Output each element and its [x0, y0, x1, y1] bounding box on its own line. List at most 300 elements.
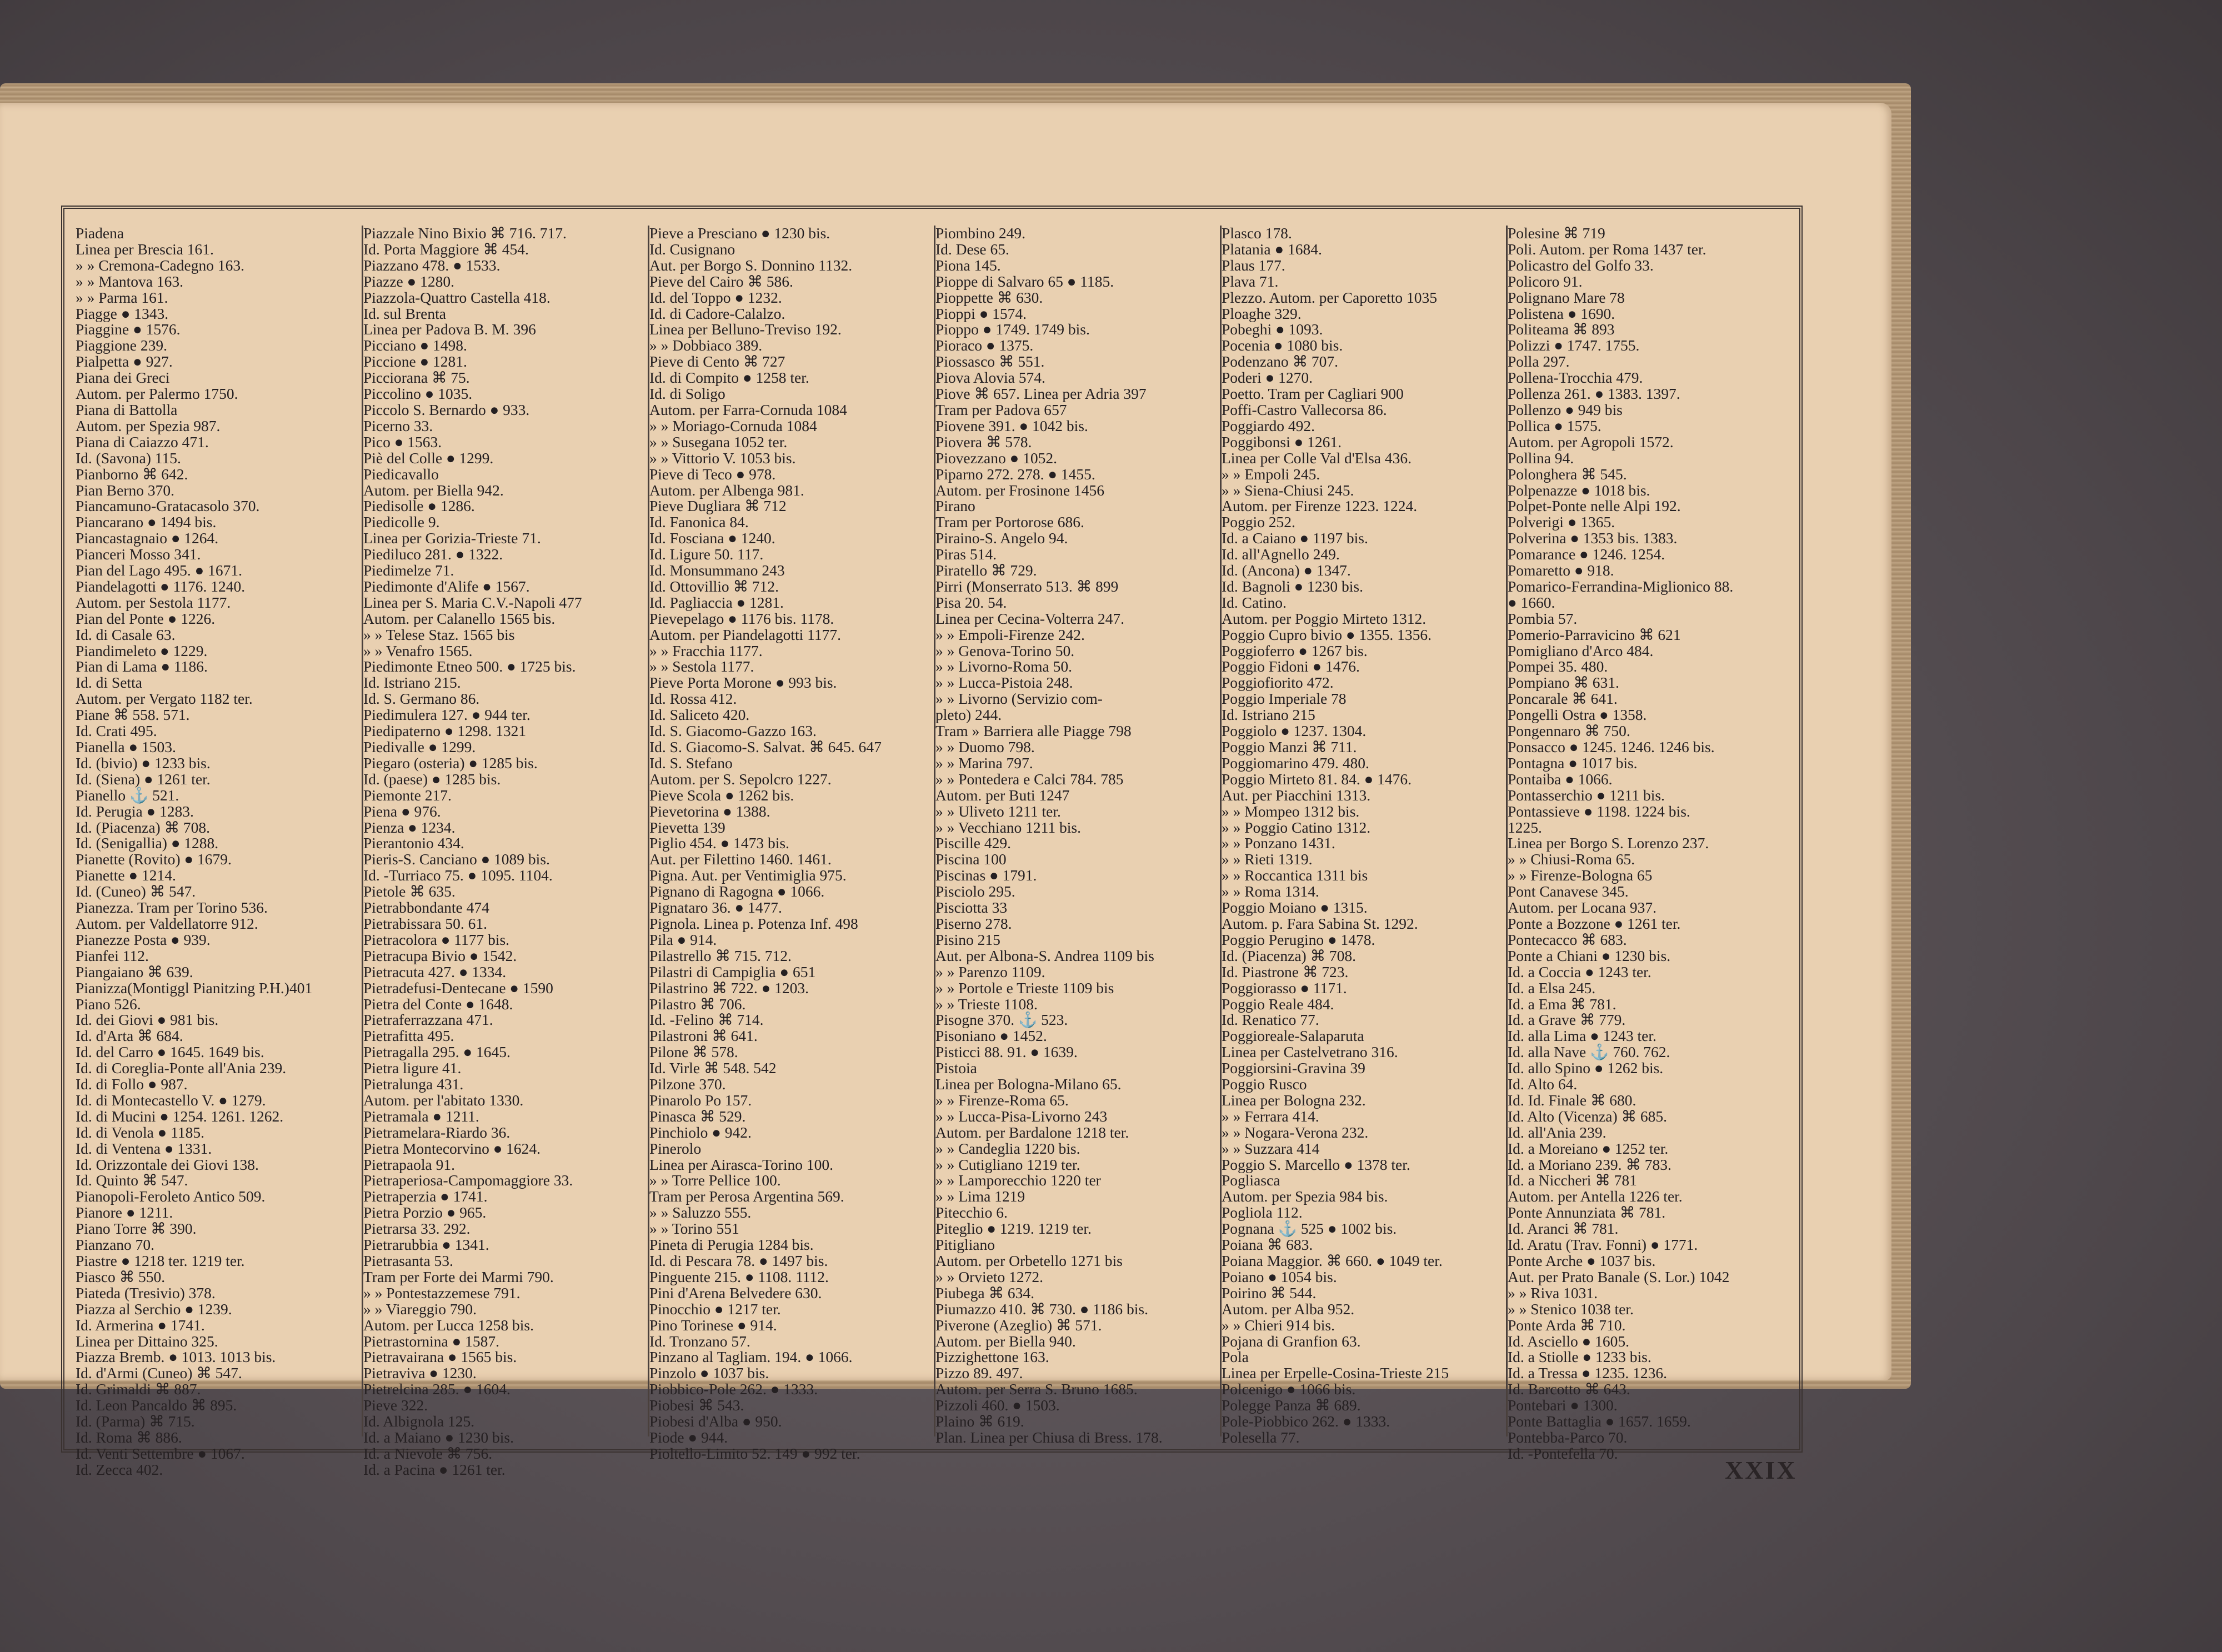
- index-entry: Pietradefusi-Dentecane ● 1590: [363, 979, 553, 997]
- index-entry: Tram » Barriera alle Piagge 798: [935, 722, 1132, 740]
- index-entry: » » Lima 1219: [935, 1188, 1025, 1205]
- index-entry: Pinasca ⌘ 529.: [649, 1107, 746, 1125]
- index-entry: Piscinas ● 1791.: [935, 867, 1037, 884]
- index-entry: Plaino ⌘ 619.: [935, 1413, 1024, 1430]
- index-entry: Pontecacco ⌘ 683.: [1508, 930, 1627, 948]
- index-entry: Id. di Venola ● 1185.: [76, 1123, 205, 1141]
- index-entry: Piovera ⌘ 578.: [935, 433, 1032, 450]
- index-entry: Platania ● 1684.: [1222, 240, 1322, 258]
- index-entry: Id. (Savona) 115.: [76, 449, 181, 467]
- index-entry: Pineta di Perugia 1284 bis.: [649, 1236, 814, 1254]
- index-entry: Poggiorasso ● 1171.: [1222, 979, 1347, 997]
- index-entry: Tram per Forte dei Marmi 790.: [363, 1268, 554, 1285]
- index-entry: Id. a Grave ⌘ 779.: [1508, 1011, 1626, 1029]
- index-entry: Pinzolo ● 1037 bis.: [649, 1364, 769, 1382]
- index-entry: Polesella 77.: [1222, 1428, 1300, 1446]
- index-entry: Pini d'Arena Belvedere 630.: [649, 1284, 822, 1301]
- index-entry: Id. (Ancona) ● 1347.: [1222, 562, 1351, 579]
- index-entry: Autom. per Calanello 1565 bis.: [363, 609, 556, 627]
- index-entry: Poggio Rusco: [1222, 1075, 1307, 1093]
- index-entry: Pieve Porta Morone ● 993 bis.: [649, 674, 837, 692]
- index-entry: » » Mompeo 1312 bis.: [1222, 802, 1360, 820]
- index-entry: Id. (paese) ● 1285 bis.: [363, 770, 501, 788]
- index-entry: Piedimulera 127. ● 944 ter.: [363, 706, 531, 724]
- index-entry: Piazzale Nino Bixio ⌘ 716. 717.: [363, 224, 567, 242]
- index-entry: Id. a Elsa 245.: [1508, 979, 1596, 997]
- index-entry: Piane ⌘ 558. 571.: [76, 706, 190, 724]
- index-entry: » » Dobbiaco 389.: [649, 337, 763, 354]
- index-entry: Piedimonte Etneo 500. ● 1725 bis.: [363, 658, 576, 675]
- index-entry: Pietrastornina ● 1587.: [363, 1332, 499, 1350]
- index-entry: Pianello ⚓ 521.: [76, 786, 179, 804]
- index-entry: Poggiolo ● 1237. 1304.: [1222, 722, 1367, 740]
- index-entry: Id. a Pacina ● 1261 ter.: [363, 1460, 506, 1478]
- index-entry: Piubega ⌘ 634.: [935, 1284, 1034, 1301]
- index-entry: Plava 71.: [1222, 272, 1279, 290]
- index-entry: Piana dei Greci: [76, 369, 170, 387]
- index-entry: Pietravairana ● 1565 bis.: [363, 1348, 517, 1366]
- index-entry: Pongennaro ⌘ 750.: [1508, 722, 1630, 740]
- index-entry: Id. Orizzontale dei Giovi 138.: [76, 1155, 259, 1173]
- index-entry: » » Cutigliano 1219 ter.: [935, 1155, 1080, 1173]
- index-entry: Ponte a Chiani ● 1230 bis.: [1508, 947, 1671, 964]
- index-entry: Id. Dese 65.: [935, 240, 1009, 258]
- index-entry: » » Genova-Torino 50.: [935, 642, 1075, 659]
- index-entry: Id. di Follo ● 987.: [76, 1075, 188, 1093]
- index-entry: » » Cremona-Cadegno 163.: [76, 256, 244, 274]
- index-entry: Id. di Ventena ● 1331.: [76, 1139, 212, 1157]
- index-entry: Id. Fosciana ● 1240.: [649, 529, 775, 547]
- index-entry: Pietrabissara 50. 61.: [363, 914, 488, 932]
- index-entry: Id. S. Germano 86.: [363, 690, 480, 708]
- index-entry: Pojana di Granfion 63.: [1222, 1332, 1361, 1350]
- index-entry: Polverigi ● 1365.: [1508, 513, 1615, 531]
- index-entry: Poggio Manzi ⌘ 711.: [1222, 738, 1357, 755]
- index-entry: » » Fracchia 1177.: [649, 642, 763, 659]
- index-entry: Pomaretto ● 918.: [1508, 562, 1614, 579]
- index-entry: » » Livorno (Servizio com-: [935, 690, 1103, 708]
- index-entry: Piscina 100: [935, 850, 1007, 868]
- index-entry: » » Viareggio 790.: [363, 1300, 477, 1318]
- index-entry: Pietrelcina 285. ● 1604.: [363, 1380, 511, 1398]
- index-entry: Id. di Mucini ● 1254. 1261. 1262.: [76, 1107, 284, 1125]
- index-entry: Piona 145.: [935, 256, 1001, 274]
- index-entry: Id. all'Ania 239.: [1508, 1123, 1607, 1141]
- index-entry: » » Nogara-Verona 232.: [1222, 1123, 1369, 1141]
- index-entry: Linea per Borgo S. Lorenzo 237.: [1508, 834, 1709, 852]
- index-entry: Id. Crati 495.: [76, 722, 157, 740]
- index-entry: Pignola. Linea p. Potenza Inf. 498: [649, 914, 858, 932]
- index-entry: Pilastrello ⌘ 715. 712.: [649, 947, 792, 964]
- index-entry: Piccolino ● 1035.: [363, 385, 473, 403]
- index-entry: Id. (Cuneo) ⌘ 547.: [76, 883, 196, 900]
- index-entry: Piobbico-Pole 262. ● 1333.: [649, 1380, 818, 1398]
- index-entry: Autom. per l'abitato 1330.: [363, 1091, 524, 1109]
- index-entry: Piedicolle 9.: [363, 513, 440, 531]
- index-entry: Pontebari ● 1300.: [1508, 1396, 1618, 1414]
- index-entry: » » Vittorio V. 1053 bis.: [649, 449, 796, 467]
- index-entry: Pollina 94.: [1508, 449, 1574, 467]
- index-entry: Id. Cusignano: [649, 240, 735, 258]
- index-entry: Pogliola 112.: [1222, 1204, 1303, 1222]
- index-entry: Pino Torinese ● 914.: [649, 1316, 777, 1334]
- index-entry: Pietra ligure 41.: [363, 1059, 462, 1077]
- index-entry: Pianella ● 1503.: [76, 738, 176, 755]
- index-entry: Id. del Toppo ● 1232.: [649, 288, 782, 306]
- index-entry: Id. Saliceto 420.: [649, 706, 750, 724]
- index-entry: Pomarance ● 1246. 1254.: [1508, 545, 1665, 563]
- index-entry: Pinzano al Tagliam. 194. ● 1066.: [649, 1348, 853, 1366]
- index-entry: Id. di Pescara 78. ● 1497 bis.: [649, 1252, 828, 1269]
- index-entry: Autom. per Buti 1247: [935, 786, 1070, 804]
- index-entry: Tram per Padova 657: [935, 401, 1067, 418]
- index-entry: Pietraperiosa-Campomaggiore 33.: [363, 1172, 573, 1189]
- index-entry: Pisogne 370. ⚓ 523.: [935, 1011, 1068, 1029]
- index-entry: Id. Leon Pancaldo ⌘ 895.: [76, 1396, 237, 1414]
- index-entry: Id. alla Nave ⚓ 760. 762.: [1508, 1043, 1670, 1061]
- index-entry: Aut. per Prato Banale (S. Lor.) 1042: [1508, 1268, 1730, 1285]
- index-entry: Id. a Niccheri ⌘ 781: [1508, 1172, 1637, 1189]
- index-entry: » » Pontestazzemese 791.: [363, 1284, 521, 1301]
- index-entry: Piedicavallo: [363, 465, 439, 483]
- index-entry: Poggio Imperiale 78: [1222, 690, 1347, 708]
- index-entry: Pilastri di Campiglia ● 651: [649, 963, 816, 980]
- index-entry: Pitigliano: [935, 1236, 995, 1254]
- index-entry: Pianore ● 1211.: [76, 1204, 173, 1222]
- index-entry: Poggio Perugino ● 1478.: [1222, 930, 1375, 948]
- index-entry: Pinguente 215. ● 1108. 1112.: [649, 1268, 829, 1285]
- index-entry: » » Firenze-Roma 65.: [935, 1091, 1069, 1109]
- index-entry: Pisticci 88. 91. ● 1639.: [935, 1043, 1078, 1061]
- index-entry: Polpenazze ● 1018 bis.: [1508, 481, 1650, 499]
- index-entry: » » Trieste 1108.: [935, 995, 1038, 1013]
- index-entry: Autom. per Albenga 981.: [649, 481, 804, 499]
- index-entry: Piverone (Azeglio) ⌘ 571.: [935, 1316, 1102, 1334]
- index-entry: Aut. per Filettino 1460. 1461.: [649, 850, 832, 868]
- index-entry: Linea per Airasca-Torino 100.: [649, 1155, 834, 1173]
- index-entry: Poggio Cupro bivio ● 1355. 1356.: [1222, 625, 1432, 643]
- index-entry: Id. Venti Settembre ● 1067.: [76, 1444, 245, 1462]
- index-entry: Id. Id. Finale ⌘ 680.: [1508, 1091, 1637, 1109]
- index-entry: Id. a Nievole ⌘ 756.: [363, 1444, 493, 1462]
- index-entry: Id. di Casale 63.: [76, 625, 176, 643]
- index-entry: Piras 514.: [935, 545, 997, 563]
- index-entry: Plan. Linea per Chiusa di Bress. 178.: [935, 1428, 1163, 1446]
- index-entry: Pisoniano ● 1452.: [935, 1027, 1047, 1045]
- index-entry: Pizzighettone 163.: [935, 1348, 1049, 1366]
- index-entry: Id. Piastrone ⌘ 723.: [1222, 963, 1349, 980]
- index-entry: ● 1660.: [1508, 593, 1555, 611]
- index-entry: » » Lucca-Pisa-Livorno 243: [935, 1107, 1108, 1125]
- index-entry: Piscille 429.: [935, 834, 1011, 852]
- index-column-4: [934, 224, 1219, 1446]
- index-entry: Id. alla Lima ● 1243 ter.: [1508, 1027, 1657, 1045]
- index-entry: » » Moriago-Cornuda 1084: [649, 417, 817, 434]
- index-entry: Poffi-Castro Vallecorsa 86.: [1222, 401, 1387, 418]
- index-entry: Piglio 454. ● 1473 bis.: [649, 834, 789, 852]
- index-entry: Pienza ● 1234.: [363, 818, 456, 836]
- index-entry: Autom. per Piandelagotti 1177.: [649, 625, 841, 643]
- index-entry: Poiana Maggior. ⌘ 660. ● 1049 ter.: [1222, 1252, 1443, 1269]
- index-entry: » » Telese Staz. 1565 bis: [363, 625, 515, 643]
- index-entry: Aut. per Piacchini 1313.: [1222, 786, 1371, 804]
- index-entry: Pogliasca: [1222, 1172, 1280, 1189]
- index-entry: Poggibonsi ● 1261.: [1222, 433, 1342, 450]
- index-entry: Pomigliano d'Arco 484.: [1508, 642, 1654, 659]
- index-entry: Piedipaterno ● 1298. 1321: [363, 722, 527, 740]
- index-entry: Pietragalla 295. ● 1645.: [363, 1043, 511, 1061]
- index-entry: Piancastagnaio ● 1264.: [76, 529, 219, 547]
- index-entry: Poiana ⌘ 683.: [1222, 1236, 1313, 1254]
- index-entry: Pietraperzia ● 1741.: [363, 1188, 488, 1205]
- index-entry: Pianezza. Tram per Torino 536.: [76, 899, 268, 917]
- index-entry: Autom. per Biella 942.: [363, 481, 504, 499]
- index-entry: Pisino 215: [935, 930, 1000, 948]
- index-entry: Id. di Soligo: [649, 385, 725, 403]
- index-entry: Pomarico-Ferrandina-Miglionico 88.: [1508, 577, 1734, 595]
- index-entry: Poli. Autom. per Roma 1437 ter.: [1508, 240, 1706, 258]
- index-entry: Pico ● 1563.: [363, 433, 442, 450]
- index-entry: » » Saluzzo 555.: [649, 1204, 752, 1222]
- index-entry: Autom. per Agropoli 1572.: [1508, 433, 1674, 450]
- index-entry: Id. Asciello ● 1605.: [1508, 1332, 1630, 1350]
- index-entry: Piccolo S. Bernardo ● 933.: [363, 401, 530, 418]
- index-column-1: [76, 224, 359, 1478]
- index-entry: Linea per Gorizia-Trieste 71.: [363, 529, 541, 547]
- index-entry: Pieve di Teco ● 978.: [649, 465, 776, 483]
- index-entry: Poggioreale-Salaparuta: [1222, 1027, 1364, 1045]
- index-entry: Polizzi ● 1747. 1755.: [1508, 337, 1640, 354]
- index-entry: Poggiomarino 479. 480.: [1222, 754, 1369, 772]
- index-entry: » » Poggio Catino 1312.: [1222, 818, 1371, 836]
- index-entry: Pombia 57.: [1508, 609, 1578, 627]
- index-entry: Piaggine ● 1576.: [76, 321, 181, 338]
- index-entry: Pietrarubbia ● 1341.: [363, 1236, 489, 1254]
- index-entry: » » Venafro 1565.: [363, 642, 473, 659]
- index-entry: Pieris-S. Canciano ● 1089 bis.: [363, 850, 550, 868]
- index-entry: Pilastroni ⌘ 641.: [649, 1027, 758, 1045]
- index-entry: Id. Grimaldi ⌘ 887.: [76, 1380, 201, 1398]
- index-entry: Podenzano ⌘ 707.: [1222, 353, 1339, 371]
- index-entry: Pietole ⌘ 635.: [363, 883, 456, 900]
- index-entry: Pioppi ● 1574.: [935, 304, 1027, 322]
- index-entry: Autom. per S. Sepolcro 1227.: [649, 770, 832, 788]
- index-entry: Autom. per Biella 940.: [935, 1332, 1076, 1350]
- index-entry: Poderi ● 1270.: [1222, 369, 1313, 387]
- index-entry: Pontassieve ● 1198. 1224 bis.: [1508, 802, 1690, 820]
- index-entry: Piazze ● 1280.: [363, 272, 454, 290]
- index-entry: Id. Armerina ● 1741.: [76, 1316, 205, 1334]
- index-entry: » » Ponzano 1431.: [1222, 834, 1335, 852]
- index-column-5: [1220, 224, 1505, 1446]
- index-entry: Id. Istriano 215: [1222, 706, 1315, 724]
- index-entry: Piateda (Tresivio) 378.: [76, 1284, 216, 1301]
- index-entry: Pistoia: [935, 1059, 977, 1077]
- index-entry: Autom. per Spezia 984 bis.: [1222, 1188, 1388, 1205]
- index-entry: Piastre ● 1218 ter. 1219 ter.: [76, 1252, 245, 1269]
- index-entry: Pievetta 139: [649, 818, 725, 836]
- index-entry: Linea per Bologna 232.: [1222, 1091, 1366, 1109]
- index-entry: Autom. per Frosinone 1456: [935, 481, 1105, 499]
- index-entry: Autom. per Valdellatorre 912.: [76, 914, 258, 932]
- index-entry: Ponte a Bozzone ● 1261 ter.: [1508, 914, 1681, 932]
- index-entry: Id. -Felino ⌘ 714.: [649, 1011, 764, 1029]
- index-entry: Id. Aratu (Trav. Fonni) ● 1771.: [1508, 1236, 1698, 1254]
- index-entry: Pinarolo Po 157.: [649, 1091, 752, 1109]
- index-entry: Poggio Fidoni ● 1476.: [1222, 658, 1360, 675]
- index-entry: » » Siena-Chiusi 245.: [1222, 481, 1354, 499]
- index-entry: Plasco 178.: [1222, 224, 1292, 242]
- index-column-2: [362, 224, 647, 1478]
- index-entry: Pilone ⌘ 578.: [649, 1043, 738, 1061]
- index-entry: Piedimelze 71.: [363, 562, 454, 579]
- index-entry: Piana di Caiazzo 471.: [76, 433, 209, 450]
- index-entry: Piccione ● 1281.: [363, 353, 467, 371]
- index-entry: Picerno 33.: [363, 417, 433, 434]
- index-entry: Autom. per Alba 952.: [1222, 1300, 1355, 1318]
- index-entry: Id. (Piacenza) ⌘ 708.: [1222, 947, 1357, 964]
- index-entry: Pietracolora ● 1177 bis.: [363, 930, 510, 948]
- index-entry: » » Empoli-Firenze 242.: [935, 625, 1085, 643]
- index-entry: Pignataro 36. ● 1477.: [649, 899, 782, 917]
- index-entry: Piossasco ⌘ 551.: [935, 353, 1045, 371]
- index-entry: Piombino 249.: [935, 224, 1025, 242]
- index-entry: Id. Ligure 50. 117.: [649, 545, 764, 563]
- index-entry: Piovezzano ● 1052.: [935, 449, 1057, 467]
- index-entry: Ponte Annunziata ⌘ 781.: [1508, 1204, 1666, 1222]
- index-entry: Pisciotta 33: [935, 899, 1008, 917]
- index-entry: Piedimonte d'Alife ● 1567.: [363, 577, 530, 595]
- index-entry: Pontagna ● 1017 bis.: [1508, 754, 1638, 772]
- index-entry: Piova Alovia 574.: [935, 369, 1045, 387]
- index-entry: Piparno 272. 278. ● 1455.: [935, 465, 1095, 483]
- index-entry: Piena ● 976.: [363, 802, 441, 820]
- index-entry: Pietrafitta 495.: [363, 1027, 454, 1045]
- index-entry: Poggioferro ● 1267 bis.: [1222, 642, 1368, 659]
- index-entry: Linea per Bologna-Milano 65.: [935, 1075, 1122, 1093]
- index-entry: Pocenia ● 1080 bis.: [1222, 337, 1343, 354]
- index-entry: Id. sul Brenta: [363, 304, 446, 322]
- index-entry: Id. allo Spino ● 1262 bis.: [1508, 1059, 1664, 1077]
- index-entry: Id. (bivio) ● 1233 bis.: [76, 754, 211, 772]
- index-entry: » » Empoli 245.: [1222, 465, 1320, 483]
- index-entry: Poggio Reale 484.: [1222, 995, 1334, 1013]
- index-entry: Id. Roma ⌘ 886.: [76, 1428, 182, 1446]
- index-entry: Pila ● 914.: [649, 930, 717, 948]
- index-entry: Pinerolo: [649, 1139, 702, 1157]
- index-entry: Polesine ⌘ 719: [1508, 224, 1605, 242]
- index-entry: Pianceri Mosso 341.: [76, 545, 201, 563]
- index-entry: Id. all'Agnello 249.: [1222, 545, 1340, 563]
- index-entry: Picciano ● 1498.: [363, 337, 467, 354]
- index-entry: Pizzoli 460. ● 1503.: [935, 1396, 1060, 1414]
- index-entry: Pianette (Rovito) ● 1679.: [76, 850, 232, 868]
- index-entry: » » Rieti 1319.: [1222, 850, 1313, 868]
- index-entry: Pietracupa Bivio ● 1542.: [363, 947, 517, 964]
- index-entry: Pinocchio ● 1217 ter.: [649, 1300, 781, 1318]
- index-entry: Polistena ● 1690.: [1508, 304, 1615, 322]
- index-entry: Linea per Belluno-Treviso 192.: [649, 321, 842, 338]
- index-entry: Autom. per Vergato 1182 ter.: [76, 690, 253, 708]
- index-entry: Pioppe di Salvaro 65 ● 1185.: [935, 272, 1114, 290]
- index-entry: » » Suzzara 414: [1222, 1139, 1320, 1157]
- index-entry: Pollenzo ● 949 bis: [1508, 401, 1623, 418]
- index-entry: Id. Aranci ⌘ 781.: [1508, 1220, 1619, 1238]
- index-entry: Id. dei Giovi ● 981 bis.: [76, 1011, 219, 1029]
- index-entry: Pigna. Aut. per Ventimiglia 975.: [649, 867, 847, 884]
- index-entry: Id. d'Armi (Cuneo) ⌘ 547.: [76, 1364, 242, 1382]
- index-entry: Autom. per Locana 937.: [1508, 899, 1657, 917]
- index-entry: Id. -Turriaco 75. ● 1095. 1104.: [363, 867, 553, 884]
- index-entry: » » Lamporecchio 1220 ter: [935, 1172, 1101, 1189]
- index-entry: Id. Virle ⌘ 548. 542: [649, 1059, 777, 1077]
- index-entry: Polegge Panza ⌘ 689.: [1222, 1396, 1361, 1414]
- index-entry: Piratello ⌘ 729.: [935, 562, 1037, 579]
- index-entry: Id. Quinto ⌘ 547.: [76, 1172, 188, 1189]
- index-entry: Pole-Piobbico 262. ● 1333.: [1222, 1413, 1390, 1430]
- index-entry: Pialpetta ● 927.: [76, 353, 173, 371]
- index-entry: Pietra del Conte ● 1648.: [363, 995, 513, 1013]
- index-entry: Id. del Carro ● 1645. 1649 bis.: [76, 1043, 264, 1061]
- index-entry: Id. (Parma) ⌘ 715.: [76, 1413, 195, 1430]
- index-entry: Pioppo ● 1749. 1749 bis.: [935, 321, 1090, 338]
- index-entry: Pian del Ponte ● 1226.: [76, 609, 216, 627]
- index-entry: Linea per Castelvetrano 316.: [1222, 1043, 1398, 1061]
- index-entry: Id. a Maiano ● 1230 bis.: [363, 1428, 514, 1446]
- index-entry: » » Torre Pellice 100.: [649, 1172, 781, 1189]
- index-entry: » » Vecchiano 1211 bis.: [935, 818, 1081, 836]
- index-entry: Id. di Montecastello V. ● 1279.: [76, 1091, 266, 1109]
- index-entry: » » Firenze-Bologna 65: [1508, 867, 1653, 884]
- index-entry: » » Roccantica 1311 bis: [1222, 867, 1368, 884]
- index-entry: Autom. per Spezia 987.: [76, 417, 221, 434]
- index-entry: Piumazzo 410. ⌘ 730. ● 1186 bis.: [935, 1300, 1148, 1318]
- index-entry: Piadena: [76, 224, 124, 242]
- index-entry: Pisciolo 295.: [935, 883, 1015, 900]
- index-entry: Tram per Perosa Argentina 569.: [649, 1188, 844, 1205]
- index-entry: Piasco ⌘ 550.: [76, 1268, 166, 1285]
- index-entry: Pilzone 370.: [649, 1075, 726, 1093]
- index-entry: Autom. per Antella 1226 ter.: [1508, 1188, 1683, 1205]
- index-entry: Linea per S. Maria C.V.-Napoli 477: [363, 593, 582, 611]
- index-entry: Piedisolle ● 1286.: [363, 497, 475, 515]
- index-entry: Autom. per Sestola 1177.: [76, 593, 231, 611]
- index-entry: Poggiorsini-Gravina 39: [1222, 1059, 1365, 1077]
- index-entry: Autom. per Serra S. Bruno 1685.: [935, 1380, 1138, 1398]
- index-entry: Pola: [1222, 1348, 1249, 1366]
- index-entry: Pietraferrazzana 471.: [363, 1011, 493, 1029]
- index-entry: Poggio 252.: [1222, 513, 1295, 531]
- index-entry: Politeama ⌘ 893: [1508, 321, 1615, 338]
- index-entry: » » Orvieto 1272.: [935, 1268, 1044, 1285]
- index-entry: Pilastrino ⌘ 722. ● 1203.: [649, 979, 809, 997]
- index-entry: Autom. per Farra-Cornuda 1084: [649, 401, 847, 418]
- index-entry: Pietrabbondante 474: [363, 899, 489, 917]
- index-entry: » » Stenico 1038 ter.: [1508, 1300, 1634, 1318]
- index-entry: Id. Ottovillio ⌘ 712.: [649, 577, 779, 595]
- index-entry: Pieve Scola ● 1262 bis.: [649, 786, 794, 804]
- index-entry: Pievepelago ● 1176 bis. 1178.: [649, 609, 834, 627]
- index-entry: Id. Tronzano 57.: [649, 1332, 750, 1350]
- index-entry: » » Livorno-Roma 50.: [935, 658, 1072, 675]
- index-entry: Tram per Portorose 686.: [935, 513, 1084, 531]
- index-entry: Id. -Pontefella 70.: [1508, 1444, 1618, 1462]
- index-entry: » » Sestola 1177.: [649, 658, 754, 675]
- index-entry: Piancarano ● 1494 bis.: [76, 513, 217, 531]
- index-entry: Pian del Lago 495. ● 1671.: [76, 562, 242, 579]
- index-entry: Piemonte 217.: [363, 786, 452, 804]
- index-entry: Pieve Dugliara ⌘ 712: [649, 497, 787, 515]
